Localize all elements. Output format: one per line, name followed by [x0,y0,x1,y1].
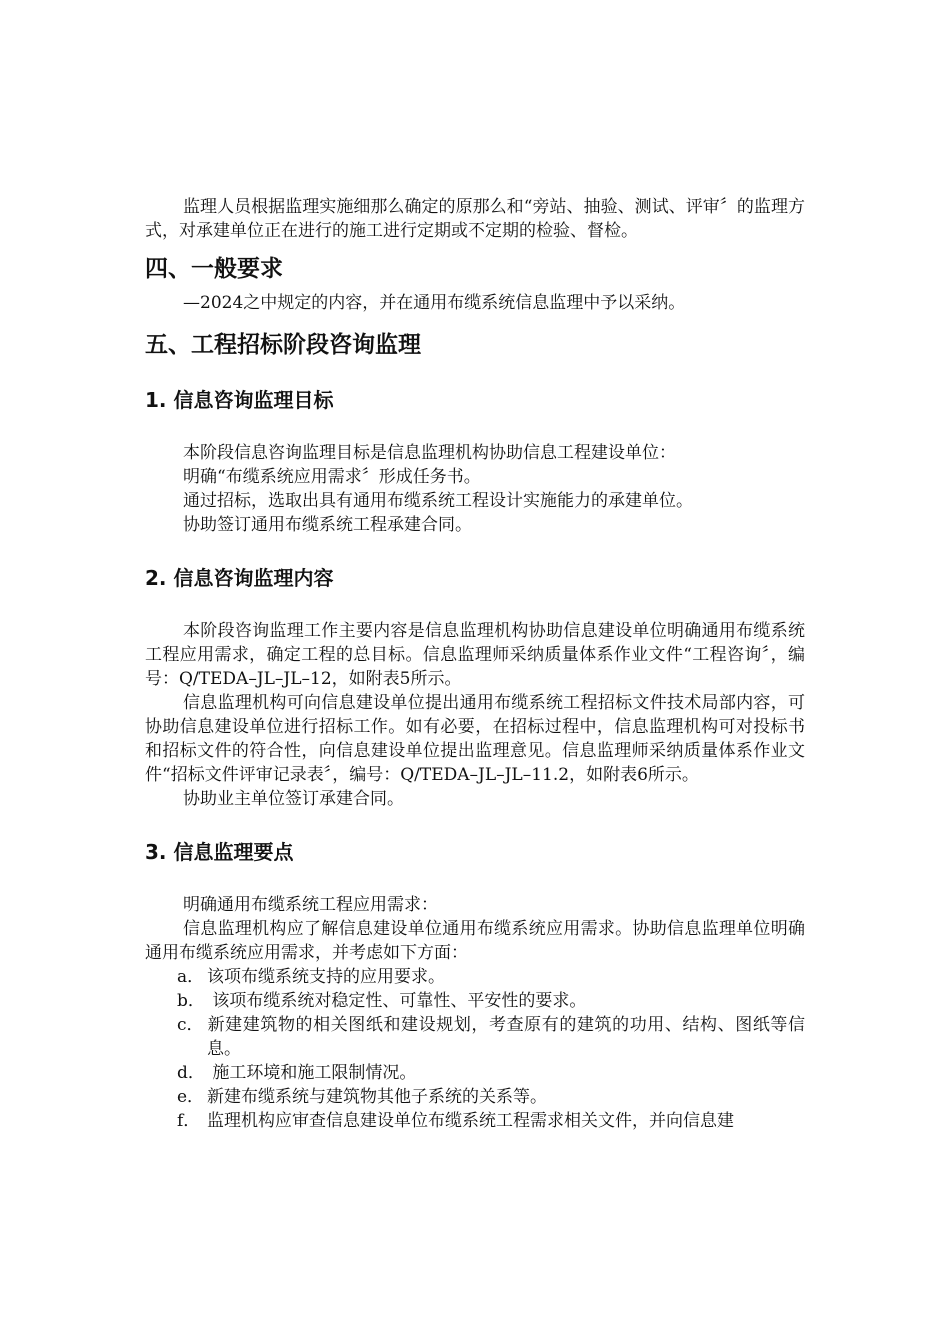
sub2-paragraph: 信息监理机构可向信息建设单位提出通用布缆系统工程招标文件技术局部内容，可协助信息建设单位进行招标工作。如有必要，在招标过程中，信息监理机构可对投标书和招标文件的符合性，向信息建设单位提出监理意见。信息监理师采纳质量体系作业文件“招标文件评审记录表〞，编号：Q/TEDA–JL–JL–11.2，如附表6所示。 [145,693,805,785]
subsection-1-title: 1. 信息咨询监理目标 [145,388,334,412]
list-marker: f． [177,1111,201,1131]
list-item-text: 该项布缆系统支持的应用要求。 [207,967,445,987]
list-item-text: 新建布缆系统与建筑物其他子系统的关系等。 [207,1087,547,1107]
section-4-title: 四、一般要求 [145,256,283,282]
document-body [145,195,805,1133]
list-item [145,965,805,989]
list-item [145,1085,805,1109]
list-item-text: 新建建筑物的相关图纸和建设规划，考查原有的建筑的功用、结构、图纸等信息。 [207,1015,805,1059]
sub3-paragraph: 信息监理机构应了解信息建设单位通用布缆系统应用需求。协助信息监理单位明确通用布缆系统应用需求，并考虑如下方面： [145,919,805,963]
list-item-text: 该项布缆系统对稳定性、可靠性、平安性的要求。 [207,991,587,1011]
sub2-paragraph: 本阶段咨询监理工作主要内容是信息监理机构协助信息建设单位明确通用布缆系统工程应用需求，确定工程的总目标。信息监理师采纳质量体系作业文件“工程咨询〞，编号：Q/TEDA–JL–JL–12，如附表5所示。 [145,621,805,689]
list-marker: b． [177,991,205,1011]
subsection-2-title: 2. 信息咨询监理内容 [145,566,334,590]
list-item-text: 施工环境和施工限制情况。 [207,1063,417,1083]
sub1-line: 协助签订通用布缆系统工程承建合同。 [183,515,472,535]
section-4-text: —2024之中规定的内容，并在通用布缆系统信息监理中予以采纳。 [183,293,686,313]
subsection-3-title: 3. 信息监理要点 [145,840,294,864]
section-5-title: 五、工程招标阶段咨询监理 [145,332,421,358]
list-item [145,989,805,1013]
intro-paragraph: 监理人员根据监理实施细那么确定的原那么和“旁站、抽验、测试、评审〞的监理方式，对承建单位正在进行的施工进行定期或不定期的检验、督检。 [145,197,805,241]
sub1-line: 通过招标，选取出具有通用布缆系统工程设计实施能力的承建单位。 [183,491,693,511]
list-item [145,1061,805,1085]
list-marker: c． [177,1015,204,1035]
list-marker: e． [177,1087,205,1107]
list-item [145,1109,805,1133]
sub2-paragraph: 协助业主单位签订承建合同。 [183,789,404,809]
list-item-text: 监理机构应审查信息建设单位布缆系统工程需求相关文件，并向信息建 [207,1111,734,1131]
list-item [145,1013,805,1061]
list-marker: a． [177,967,205,987]
sub1-line: 本阶段信息咨询监理目标是信息监理机构协助信息工程建设单位： [183,443,676,463]
sub1-line: 明确“布缆系统应用需求〞形成任务书。 [183,467,481,487]
list-marker: d． [177,1063,205,1083]
sub3-lead: 明确通用布缆系统工程应用需求： [183,895,438,915]
